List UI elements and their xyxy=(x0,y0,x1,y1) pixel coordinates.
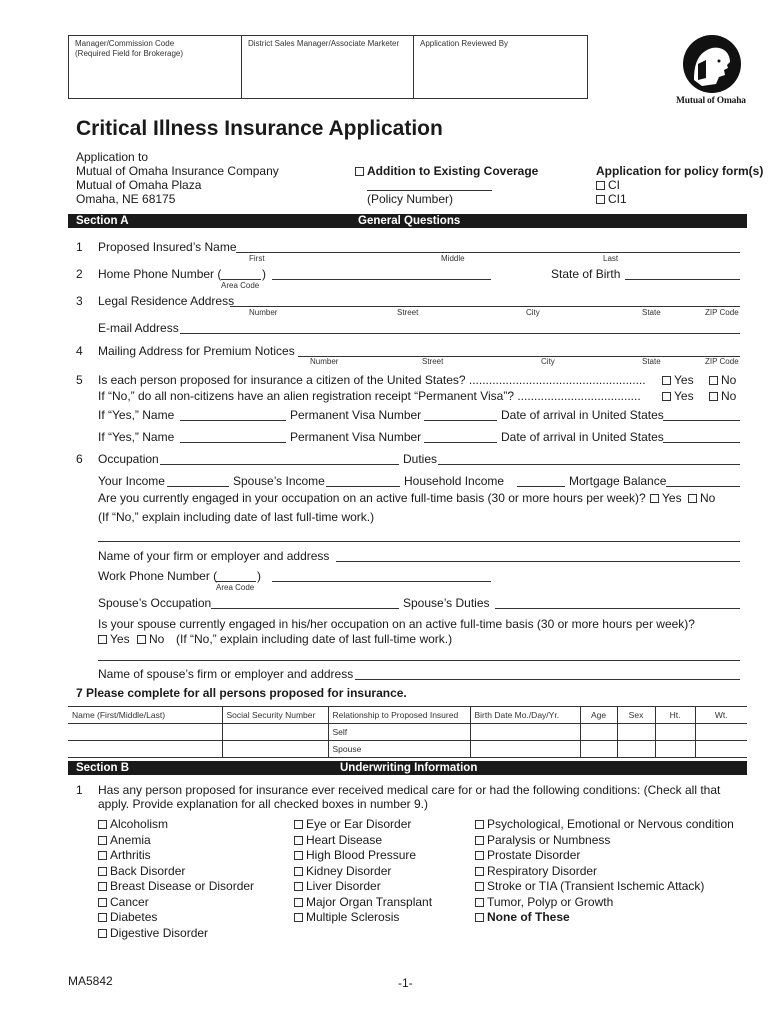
checkbox-icon[interactable] xyxy=(98,913,107,922)
header-box xyxy=(68,35,588,99)
duties-label: Duties xyxy=(403,452,438,466)
state-of-birth-label: State of Birth xyxy=(551,267,621,281)
residence-number-label: Number xyxy=(249,308,278,317)
checkbox-icon[interactable] xyxy=(475,913,484,922)
mutual-of-omaha-logo xyxy=(672,34,748,110)
condition-option[interactable] xyxy=(98,864,254,880)
mortgage-field[interactable] xyxy=(666,486,740,487)
condition-option[interactable] xyxy=(294,864,432,880)
sex-cell[interactable] xyxy=(617,724,655,741)
checkbox-icon[interactable] xyxy=(98,635,107,644)
checkbox-icon[interactable] xyxy=(709,392,718,401)
arrival-date-label: Date of arrival in United States xyxy=(501,408,664,422)
age-cell[interactable] xyxy=(580,741,617,758)
condition-label: Back Disorder xyxy=(110,863,186,878)
condition-option[interactable] xyxy=(475,833,734,849)
no-label: No xyxy=(721,373,737,387)
condition-label: Arthritis xyxy=(110,848,151,862)
policy-number-line[interactable] xyxy=(367,190,492,191)
condition-option[interactable] xyxy=(294,910,432,926)
mailing-address-field[interactable] xyxy=(298,356,740,357)
condition-label: Digestive Disorder xyxy=(110,925,209,940)
occupation-field[interactable] xyxy=(160,464,399,465)
checkbox-icon[interactable] xyxy=(475,836,484,845)
spouse-occupation-field[interactable] xyxy=(211,608,399,609)
addition-coverage-option[interactable] xyxy=(355,164,538,178)
b1-question-line-1: Has any person proposed for insurance ever received medical care for or had the following conditions: (Check all that xyxy=(98,783,721,797)
manager-code-note: (Required Field for Brokerage) xyxy=(75,49,184,58)
condition-option[interactable] xyxy=(475,848,734,864)
condition-label: Prostate Disorder xyxy=(487,848,581,862)
household-income-field[interactable] xyxy=(517,486,565,487)
q3-label: Legal Residence Address xyxy=(98,294,235,308)
checkbox-icon[interactable] xyxy=(98,882,107,891)
logo-text: Mutual of Omaha xyxy=(676,96,746,106)
condition-option[interactable] xyxy=(475,879,734,895)
condition-label: Diabetes xyxy=(110,910,158,924)
checkbox-icon[interactable] xyxy=(662,376,671,385)
column-header: Social Security Number xyxy=(222,707,328,724)
checkbox-icon[interactable] xyxy=(294,913,303,922)
condition-label: Heart Disease xyxy=(306,832,383,847)
arrival-date-field-2[interactable] xyxy=(663,442,740,443)
conditions-column-1 xyxy=(98,817,254,941)
spouse-explain-field[interactable] xyxy=(98,660,740,661)
policy-form-ci1[interactable] xyxy=(596,192,627,206)
checkbox-icon[interactable] xyxy=(475,820,484,829)
residence-address-field[interactable] xyxy=(230,306,740,307)
name-cell[interactable] xyxy=(68,724,222,741)
spouse-employer-label: Name of spouse’s firm or employer and address xyxy=(98,667,354,681)
persons-table xyxy=(68,706,747,758)
no-label: No xyxy=(149,632,165,646)
occupation-label: Occupation xyxy=(98,452,159,466)
section-b-header xyxy=(68,761,747,775)
table-row xyxy=(68,724,747,741)
form-number: MA5842 xyxy=(68,974,113,988)
condition-option[interactable] xyxy=(294,817,432,833)
section-b-label: Section B xyxy=(76,762,130,774)
duties-field[interactable] xyxy=(438,464,740,465)
table-row xyxy=(68,741,747,758)
q5-visa-no[interactable] xyxy=(709,389,736,403)
condition-label: Psychological, Emotional or Nervous condition xyxy=(487,817,734,831)
indian-head-icon xyxy=(672,34,748,94)
checkbox-icon[interactable] xyxy=(355,167,364,176)
work-phone-label: Work Phone Number ( xyxy=(98,569,218,583)
checkbox-icon[interactable] xyxy=(709,376,718,385)
condition-option[interactable] xyxy=(294,879,432,895)
engaged-yes[interactable] xyxy=(650,491,682,505)
conditions-column-3 xyxy=(475,817,734,926)
reviewed-by-label: Application Reviewed By xyxy=(420,39,509,48)
checkbox-icon[interactable] xyxy=(98,851,107,860)
if-yes-name-field-1[interactable] xyxy=(180,420,286,421)
checkbox-icon[interactable] xyxy=(475,851,484,860)
checkbox-icon[interactable] xyxy=(475,867,484,876)
address-line-2: Mutual of Omaha Insurance Company xyxy=(76,164,279,178)
residence-zip-label: ZIP Code xyxy=(705,308,739,317)
checkbox-icon[interactable] xyxy=(294,882,303,891)
if-yes-name-label: If “Yes,” Name xyxy=(98,408,175,422)
insured-name-field[interactable] xyxy=(236,252,740,253)
condition-option[interactable] xyxy=(294,833,432,849)
middle-name-label: Middle xyxy=(441,254,465,263)
checkbox-icon[interactable] xyxy=(98,820,107,829)
condition-option[interactable] xyxy=(98,879,254,895)
policy-form-ci-label: CI xyxy=(608,178,620,192)
checkbox-icon[interactable] xyxy=(137,635,146,644)
checkbox-icon[interactable] xyxy=(650,494,659,503)
mailing-state-label: State xyxy=(642,357,661,366)
condition-label: Cancer xyxy=(110,894,149,909)
sex-cell[interactable] xyxy=(617,741,655,758)
q4-label: Mailing Address for Premium Notices xyxy=(98,344,295,358)
work-phone-close-paren: ) xyxy=(257,569,261,583)
condition-label: Paralysis or Numbness xyxy=(487,832,611,847)
manager-code-label: Manager/Commission Code xyxy=(75,39,175,48)
residence-city-label: City xyxy=(526,308,540,317)
q2-close-paren: ) xyxy=(262,267,266,281)
spouse-duties-field[interactable] xyxy=(495,608,740,609)
column-header: Name (First/Middle/Last) xyxy=(68,707,222,724)
condition-label: High Blood Pressure xyxy=(306,848,417,862)
condition-option[interactable] xyxy=(475,817,734,833)
name-cell[interactable] xyxy=(68,741,222,758)
condition-option[interactable] xyxy=(98,848,254,864)
checkbox-icon[interactable] xyxy=(294,836,303,845)
addition-coverage-label: Addition to Existing Coverage xyxy=(367,164,539,178)
checkbox-icon[interactable] xyxy=(98,929,107,938)
q6-number: 6 xyxy=(76,452,83,466)
mailing-street-label: Street xyxy=(422,357,444,366)
ssn-cell[interactable] xyxy=(222,724,328,741)
relationship-cell: Self xyxy=(328,724,470,741)
spouse-income-field[interactable] xyxy=(326,486,400,487)
q7-label: 7 Please complete for all persons proposed for insurance. xyxy=(76,686,407,700)
q1-number: 1 xyxy=(76,240,83,254)
arrival-date-field-1[interactable] xyxy=(663,420,740,421)
q5-visa-yes[interactable] xyxy=(662,389,694,403)
condition-label: Eye or Ear Disorder xyxy=(306,817,412,831)
weight-cell[interactable] xyxy=(695,724,747,741)
q4-number: 4 xyxy=(76,344,83,358)
no-label: No xyxy=(700,491,716,505)
work-phone-field[interactable] xyxy=(272,581,491,582)
b1-number: 1 xyxy=(76,783,83,797)
spouse-engaged-no[interactable] xyxy=(137,632,164,646)
area-code-field[interactable] xyxy=(221,279,261,280)
spouse-employer-field[interactable] xyxy=(355,679,740,680)
first-name-label: First xyxy=(249,254,265,263)
page-number: -1- xyxy=(398,976,413,990)
household-income-label: Household Income xyxy=(404,474,505,488)
checkbox-icon[interactable] xyxy=(596,195,605,204)
column-header: Relationship to Proposed Insured xyxy=(328,707,470,724)
district-manager-field[interactable] xyxy=(241,36,413,98)
mailing-city-label: City xyxy=(541,357,555,366)
height-cell[interactable] xyxy=(655,741,695,758)
employer-label: Name of your firm or employer and address xyxy=(98,549,330,563)
engaged-question: Are you currently engaged in your occupation on an active full-time basis (30 or more hours per week)? xyxy=(98,491,646,505)
condition-label: Alcoholism xyxy=(110,817,169,831)
yes-label: Yes xyxy=(674,373,694,387)
checkbox-icon[interactable] xyxy=(294,820,303,829)
condition-option[interactable] xyxy=(294,848,432,864)
last-name-label: Last xyxy=(603,254,619,263)
checkbox-icon[interactable] xyxy=(98,898,107,907)
condition-option[interactable] xyxy=(294,895,432,911)
visa-number-field-2[interactable] xyxy=(424,442,497,443)
q1-label: Proposed Insured’s Name xyxy=(98,240,237,254)
birthdate-cell[interactable] xyxy=(470,724,580,741)
engaged-explain-label: (If “No,” explain including date of last full-time work.) xyxy=(98,510,375,524)
condition-option[interactable] xyxy=(98,910,254,926)
birthdate-cell[interactable] xyxy=(470,741,580,758)
email-field[interactable] xyxy=(180,333,740,334)
your-income-label: Your Income xyxy=(98,474,165,488)
q5-visa-question: If “No,” do all non-citizens have an alien registration receipt “Permanent Visa”? ..................................... xyxy=(98,389,641,403)
visa-number-label: Permanent Visa Number xyxy=(290,430,422,444)
q5-citizen-no[interactable] xyxy=(709,373,736,387)
spouse-duties-label: Spouse’s Duties xyxy=(403,596,490,610)
section-a-title: General Questions xyxy=(358,215,461,227)
policy-number-label: (Policy Number) xyxy=(367,192,454,206)
address-line-3: Mutual of Omaha Plaza xyxy=(76,178,202,192)
q5-citizen-question: Is each person proposed for insurance a citizen of the United States? ..................................................... xyxy=(98,373,646,387)
condition-option-none[interactable] xyxy=(475,910,734,926)
checkbox-icon[interactable] xyxy=(294,898,303,907)
column-header: Age xyxy=(580,707,617,724)
checkbox-icon[interactable] xyxy=(294,851,303,860)
condition-label: None of These xyxy=(487,910,570,924)
condition-label: Anemia xyxy=(110,832,151,847)
q2-label: Home Phone Number ( xyxy=(98,267,222,281)
visa-number-label: Permanent Visa Number xyxy=(290,408,422,422)
column-header: Birth Date Mo./Day/Yr. xyxy=(470,707,580,724)
employer-field[interactable] xyxy=(336,561,740,562)
condition-label: Respiratory Disorder xyxy=(487,863,598,878)
condition-label: Stroke or TIA (Transient Ischemic Attack) xyxy=(487,879,705,893)
checkbox-icon[interactable] xyxy=(662,392,671,401)
spouse-engaged-question: Is your spouse currently engaged in his/her occupation on an active full-time basis (30 or more hours per week)? xyxy=(98,617,695,631)
checkbox-icon[interactable] xyxy=(475,882,484,891)
relationship-cell: Spouse xyxy=(328,741,470,758)
mailing-number-label: Number xyxy=(310,357,339,366)
policy-forms-label: Application for policy form(s) xyxy=(596,164,764,178)
section-a-label: Section A xyxy=(76,215,129,227)
residence-state-label: State xyxy=(642,308,661,317)
policy-form-ci[interactable] xyxy=(596,178,620,192)
condition-label: Breast Disease or Disorder xyxy=(110,879,255,893)
weight-cell[interactable] xyxy=(695,741,747,758)
your-income-field[interactable] xyxy=(167,486,229,487)
q5-citizen-yes[interactable] xyxy=(662,373,694,387)
work-area-code-field[interactable] xyxy=(216,581,256,582)
b1-question-line-2: apply. Provide explanation for all checked boxes in number 9.) xyxy=(98,797,428,811)
yes-label: Yes xyxy=(674,389,694,403)
height-cell[interactable] xyxy=(655,724,695,741)
condition-option[interactable] xyxy=(475,895,734,911)
checkbox-icon[interactable] xyxy=(688,494,697,503)
page-title: Critical Illness Insurance Application xyxy=(76,117,443,140)
column-header: Sex xyxy=(617,707,655,724)
policy-form-ci1-label: CI1 xyxy=(608,192,627,206)
manager-code-field[interactable] xyxy=(69,36,241,98)
age-cell[interactable] xyxy=(580,724,617,741)
checkbox-icon[interactable] xyxy=(475,898,484,907)
spouse-occupation-label: Spouse’s Occupation xyxy=(98,596,212,610)
condition-label: Major Organ Transplant xyxy=(306,894,433,909)
yes-label: Yes xyxy=(110,632,130,646)
checkbox-icon[interactable] xyxy=(294,867,303,876)
condition-label: Liver Disorder xyxy=(306,879,381,893)
email-label: E-mail Address xyxy=(98,321,179,335)
condition-label: Kidney Disorder xyxy=(306,863,392,878)
work-area-code-label: Area Code xyxy=(216,583,255,592)
condition-label: Multiple Sclerosis xyxy=(306,910,400,924)
checkbox-icon[interactable] xyxy=(98,836,107,845)
spouse-explain-label: (If “No,” explain including date of last full-time work.) xyxy=(176,632,453,646)
ssn-cell[interactable] xyxy=(222,741,328,758)
spouse-engaged-yes[interactable] xyxy=(98,632,130,646)
yes-label: Yes xyxy=(662,491,682,505)
persons-table-header xyxy=(68,707,747,724)
condition-label: Tumor, Polyp or Growth xyxy=(487,894,614,909)
condition-option[interactable] xyxy=(98,833,254,849)
mailing-zip-label: ZIP Code xyxy=(705,357,739,366)
residence-street-label: Street xyxy=(397,308,419,317)
engaged-explain-field[interactable] xyxy=(98,541,740,542)
spouse-income-label: Spouse’s Income xyxy=(233,474,325,488)
q5-number: 5 xyxy=(76,373,83,387)
area-code-label: Area Code xyxy=(221,281,260,290)
q2-number: 2 xyxy=(76,267,83,281)
address-line-1: Application to xyxy=(76,150,149,164)
checkbox-icon[interactable] xyxy=(596,181,605,190)
engaged-no[interactable] xyxy=(688,491,715,505)
section-a-header xyxy=(68,214,747,228)
address-line-4: Omaha, NE 68175 xyxy=(76,192,176,206)
condition-option[interactable] xyxy=(98,895,254,911)
condition-option[interactable] xyxy=(98,817,254,833)
column-header: Wt. xyxy=(695,707,747,724)
home-phone-field[interactable] xyxy=(272,279,491,280)
state-of-birth-field[interactable] xyxy=(625,279,740,280)
if-yes-name-field-2[interactable] xyxy=(180,442,286,443)
district-manager-label: District Sales Manager/Associate Marketer xyxy=(248,39,400,48)
checkbox-icon[interactable] xyxy=(98,867,107,876)
q3-number: 3 xyxy=(76,294,83,308)
reviewed-by-field[interactable] xyxy=(413,36,589,98)
column-header: Ht. xyxy=(655,707,695,724)
mortgage-label: Mortgage Balance xyxy=(569,474,667,488)
no-label: No xyxy=(721,389,737,403)
condition-option[interactable] xyxy=(475,864,734,880)
section-b-title: Underwriting Information xyxy=(340,762,478,774)
arrival-date-label: Date of arrival in United States xyxy=(501,430,664,444)
visa-number-field-1[interactable] xyxy=(424,420,497,421)
if-yes-name-label: If “Yes,” Name xyxy=(98,430,175,444)
condition-option[interactable] xyxy=(98,926,254,942)
conditions-column-2 xyxy=(294,817,432,926)
